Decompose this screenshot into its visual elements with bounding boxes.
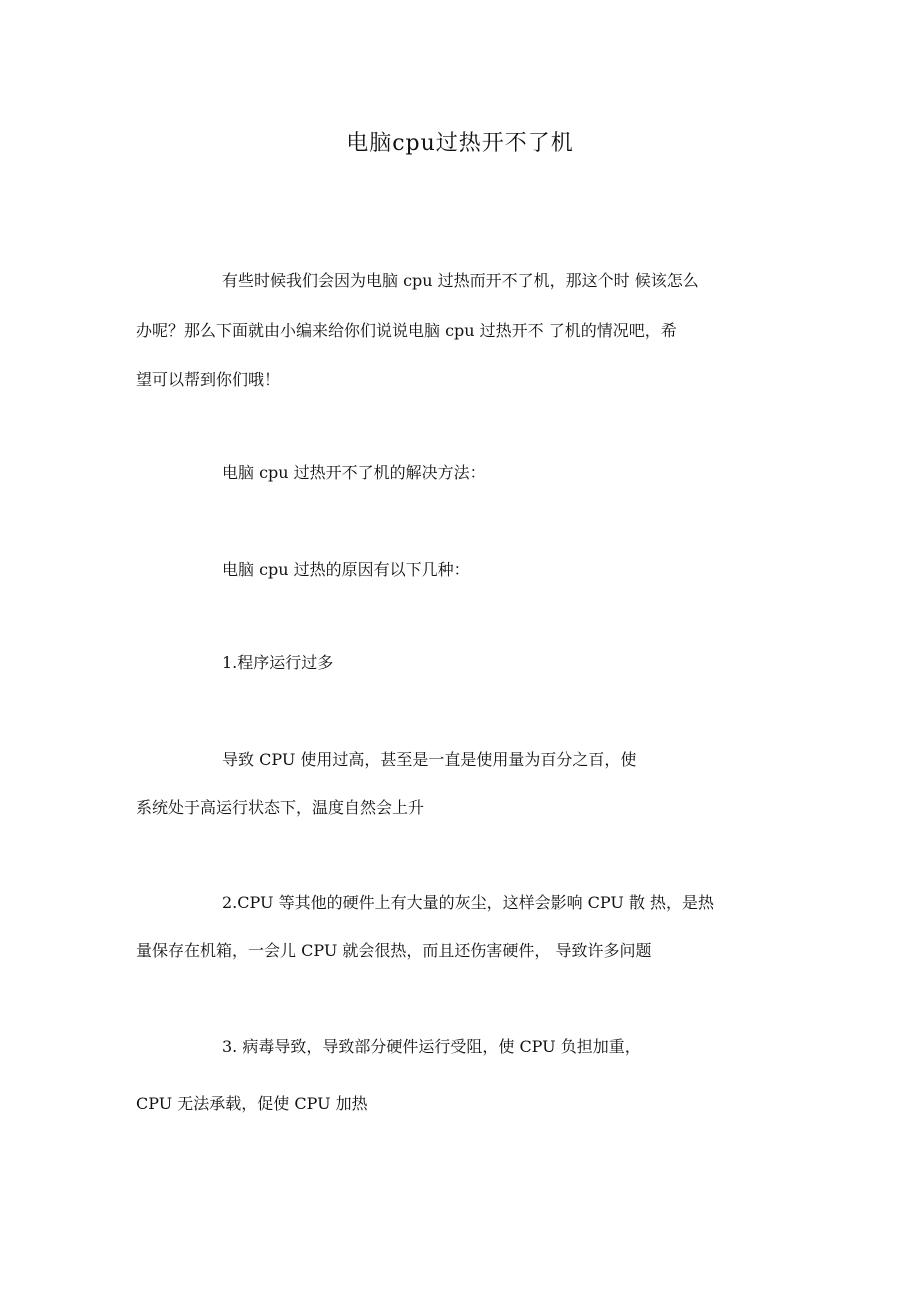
- paragraph-line: CPU 无法承载，促使 CPU 加热: [136, 1094, 368, 1113]
- paragraph-line: 导致 CPU 使用过高，甚至是一直是使用量为百分之百，使: [222, 750, 637, 769]
- list-item-line: 3. 病毒导致，导致部分硬件运行受阻，使 CPU 负担加重，: [222, 1037, 641, 1056]
- list-item-line: 2.CPU 等其他的硬件上有大量的灰尘，这样会影响 CPU 散 热，是热: [222, 893, 715, 912]
- document-title: 电脑cpu过热开不了机: [346, 131, 574, 156]
- paragraph-line: 系统处于高运行状态下，温度自然会上升: [136, 798, 425, 817]
- paragraph-line: 量保存在机箱，一会儿 CPU 就会很热，而且还伤害硬件， 导致许多问题: [136, 941, 652, 960]
- paragraph-line: 有些时候我们会因为电脑 cpu 过热而开不了机，那这个时 候该怎么: [222, 271, 699, 290]
- section-heading: 电脑 cpu 过热开不了机的解决方法：: [222, 463, 486, 482]
- paragraph-line: 办呢？那么下面就由小编来给你们说说电脑 cpu 过热开不 了机的情况吧，希: [136, 321, 677, 340]
- list-item-heading: 1.程序运行过多: [222, 653, 334, 672]
- section-heading: 电脑 cpu 过热的原因有以下几种：: [222, 560, 470, 579]
- paragraph-line: 望可以帮到你们哦！: [136, 370, 281, 389]
